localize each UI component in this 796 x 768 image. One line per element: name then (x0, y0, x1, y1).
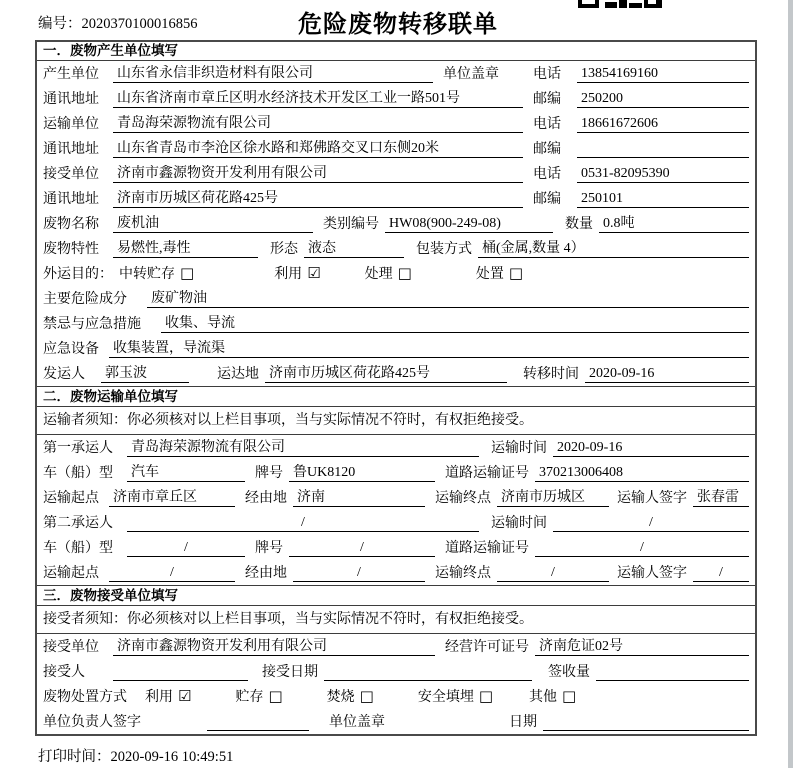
print-time-value: 2020-09-16 10:49:51 (110, 749, 234, 765)
qr-code-fragment-icon (578, 0, 662, 9)
destination-field: 济南市历城区荷花路425号 (265, 365, 507, 383)
disposal-option-utilize (145, 686, 191, 706)
option-label: 中转贮存 (119, 267, 175, 282)
row-accept-unit (37, 634, 755, 659)
waste-qty-field: 0.8吨 (599, 215, 749, 233)
accept-date-label: 接受日期 (262, 665, 318, 680)
second-carrier-label: 第二承运人 (43, 516, 113, 531)
road-cert-label: 道路运输证号 (445, 466, 529, 481)
acceptor-label: 接受人 (43, 665, 85, 680)
serial-label: 编号： (38, 16, 82, 32)
row-hazard-component (37, 286, 755, 311)
waste-form-label: 形态 (270, 242, 298, 257)
transfer-form-table (35, 40, 757, 736)
row-receiver (37, 161, 755, 186)
producer-label: 产生单位 (43, 67, 99, 82)
disposal-option-landfill (418, 686, 493, 706)
checkbox-icon[interactable]: □ (359, 686, 374, 705)
checkbox-icon[interactable]: □ (562, 686, 577, 705)
row-transporter (37, 111, 755, 136)
date-field (543, 714, 749, 731)
transporter-phone-field: 18661672606 (577, 115, 749, 133)
section3-notice: 接受者须知：你必须核对以上栏目事项，当与实际情况不符时，有权拒绝接受。 (37, 606, 755, 634)
section2-notice: 运输者须知：你必须核对以上栏目事项，当与实际情况不符时，有权拒绝接受。 (37, 407, 755, 435)
route-end-field: 济南市历城区 (497, 489, 609, 507)
row-waste-traits (37, 236, 755, 261)
producer-phone-field: 13854169160 (577, 65, 749, 83)
route-via-field: 济南 (293, 489, 425, 507)
checkbox-icon[interactable]: □ (508, 263, 524, 282)
row-receiver-address (37, 186, 755, 211)
row-dispatch (37, 361, 755, 386)
option-label: 其他 (529, 690, 558, 705)
row-first-carrier (37, 435, 755, 460)
row-second-carrier (37, 510, 755, 535)
option-label: 处置 (475, 267, 504, 282)
producer-address-label: 通讯地址 (43, 92, 99, 107)
option-label: 安全填埋 (417, 690, 474, 705)
license-label: 经营许可证号 (445, 640, 529, 655)
checkbox-icon[interactable]: □ (268, 686, 283, 705)
waste-name-field: 废机油 (113, 215, 313, 233)
route-start-label: 运输起点 (43, 491, 99, 506)
disposal-option-incinerate (327, 686, 374, 706)
row-producer (37, 61, 755, 86)
receiver-phone-label: 电话 (533, 167, 561, 182)
disposal-option-other (529, 686, 576, 706)
purpose-option-treat (365, 263, 412, 283)
vehicle-type2-label: 车（船）型 (43, 541, 113, 556)
route-start-field: 济南市章丘区 (109, 489, 235, 507)
route2-via-label: 经由地 (245, 566, 287, 581)
row-waste-name (37, 211, 755, 236)
hazard-field: 废矿物油 (147, 290, 749, 308)
waste-qty-label: 数量 (565, 217, 593, 232)
waste-name-label: 废物名称 (43, 217, 99, 232)
transfer-time-field: 2020-09-16 (585, 365, 749, 383)
packing-field: 桶(金属,数量 4） (478, 240, 749, 258)
section3-header: 三．废物接受单位填写 (37, 585, 755, 606)
waste-traits-field: 易燃性,毒性 (113, 240, 258, 258)
emergency-label: 禁忌与应急措施 (43, 317, 141, 332)
row-emergency-measures (37, 311, 755, 336)
producer-value-field: 山东省永信非织造材料有限公司 (113, 65, 433, 83)
transport-time2-field: / (553, 514, 749, 532)
transporter-zip-label: 邮编 (533, 142, 561, 157)
waste-traits-label: 废物特性 (43, 242, 99, 257)
receipt-qty-field (596, 664, 749, 681)
purpose-option-transfer-storage (119, 263, 194, 283)
option-label: 利用 (145, 690, 173, 705)
row-producer-address (37, 86, 755, 111)
waste-form-field: 液态 (304, 240, 404, 258)
plate2-field: / (289, 539, 435, 557)
row-transporter-address (37, 136, 755, 161)
route2-start-field: / (109, 564, 235, 582)
waste-category-label: 类别编号 (323, 217, 379, 232)
checkbox-icon[interactable]: □ (397, 263, 412, 282)
receipt-qty-label: 签收量 (548, 665, 590, 680)
row-emergency-equipment (37, 336, 755, 361)
hazard-label: 主要危险成分 (43, 292, 127, 307)
route-end-label: 运输终点 (435, 491, 491, 506)
carrier-sign-field: 张春雷 (693, 489, 749, 507)
section2-header: 二．废物运输单位填写 (37, 386, 755, 407)
road-cert2-label: 道路运输证号 (445, 541, 529, 556)
route2-via-field: / (293, 564, 425, 582)
option-label: 贮存 (235, 690, 264, 705)
destination-label: 运达地 (217, 367, 259, 382)
purpose-option-utilize (274, 263, 320, 283)
transport-time-field: 2020-09-16 (553, 439, 749, 457)
purpose-label: 外运目的： (43, 267, 113, 282)
first-carrier-field: 青岛海荣源物流有限公司 (127, 439, 479, 457)
option-label: 利用 (274, 267, 303, 282)
transporter-value-field: 青岛海荣源物流有限公司 (113, 115, 523, 133)
route2-end-field: / (497, 564, 609, 582)
row-first-route (37, 485, 755, 510)
row-purpose (37, 261, 755, 286)
route-via-label: 经由地 (245, 491, 287, 506)
equipment-label: 应急设备 (43, 342, 99, 357)
date-label: 日期 (509, 715, 537, 730)
producer-zip-field: 250200 (577, 90, 749, 108)
transporter-address-label: 通讯地址 (43, 142, 99, 157)
plate-label: 牌号 (255, 466, 283, 481)
checkbox-icon[interactable]: □ (180, 263, 195, 282)
receiver-address-field: 济南市历城区荷花路425号 (113, 190, 523, 208)
transporter-phone-label: 电话 (533, 117, 561, 132)
license-field: 济南危证02号 (535, 638, 749, 656)
transport-time2-label: 运输时间 (491, 516, 547, 531)
row-acceptor (37, 659, 755, 684)
print-time-label: 打印时间： (38, 749, 111, 765)
row-second-route (37, 560, 755, 585)
receiver-zip-field: 250101 (577, 190, 749, 208)
document-header (0, 0, 796, 40)
print-time-line (38, 745, 796, 766)
producer-address-field: 山东省济南市章丘区明水经济技术开发区工业一路501号 (113, 90, 523, 108)
carrier2-sign-label: 运输人签字 (617, 566, 687, 581)
equipment-field: 收集装置，导流渠 (109, 340, 749, 358)
row-responsible-signature (37, 709, 755, 734)
packing-label: 包装方式 (416, 242, 472, 257)
transporter-address-field: 山东省青岛市李沧区徐水路和郑佛路交叉口东侧20米 (113, 140, 523, 158)
receiver-address-label: 通讯地址 (43, 192, 99, 207)
accept-date-field (324, 664, 532, 681)
row-first-vehicle (37, 460, 755, 485)
receiver-label: 接受单位 (43, 167, 99, 182)
page-title: 危险废物转移联单 (298, 12, 498, 38)
second-carrier-field: / (127, 514, 479, 532)
option-label: 处理 (364, 267, 393, 282)
accept-unit-field: 济南市鑫源物资开发利用有限公司 (113, 638, 435, 656)
receiver-value-field: 济南市鑫源物资开发利用有限公司 (113, 165, 523, 183)
producer-zip-label: 邮编 (533, 92, 561, 107)
checkbox-checked-icon[interactable]: ☑ (178, 686, 192, 705)
vehicle-type-label: 车（船）型 (43, 466, 113, 481)
transporter-zip-field (577, 141, 749, 158)
row-disposal-method (37, 684, 755, 709)
plate-field: 鲁UK8120 (289, 464, 435, 482)
vehicle-type-field: 汽车 (127, 464, 245, 482)
route2-end-label: 运输终点 (435, 566, 491, 581)
acceptor-field (113, 664, 248, 681)
serial-value: 2020370100016856 (81, 16, 198, 32)
road-cert-field: 370213006408 (535, 464, 749, 482)
route2-start-label: 运输起点 (43, 566, 99, 581)
carrier2-sign-field: / (693, 564, 749, 582)
vehicle-type2-field: / (127, 539, 245, 557)
responsible-sign-field (207, 714, 309, 731)
transporter-label: 运输单位 (43, 117, 99, 132)
checkbox-icon[interactable]: □ (478, 686, 494, 705)
carrier-sign-label: 运输人签字 (617, 491, 687, 506)
checkbox-checked-icon[interactable]: ☑ (307, 263, 321, 282)
receiver-zip-label: 邮编 (533, 192, 561, 207)
scrollbar-track[interactable] (788, 0, 793, 768)
receiver-phone-field: 0531-82095390 (577, 165, 749, 183)
disposal-option-storage (235, 686, 282, 706)
plate2-label: 牌号 (255, 541, 283, 556)
dispatcher-label: 发运人 (43, 367, 85, 382)
producer-phone-label: 电话 (533, 67, 561, 82)
row-second-vehicle (37, 535, 755, 560)
emergency-field: 收集、导流 (161, 315, 749, 333)
transport-time-label: 运输时间 (491, 441, 547, 456)
producer-seal-label: 单位盖章 (443, 67, 499, 82)
option-label: 焚烧 (326, 690, 355, 705)
responsible-sign-label: 单位负责人签字 (43, 715, 141, 730)
transfer-time-label: 转移时间 (523, 367, 579, 382)
section1-header: 一．废物产生单位填写 (37, 42, 755, 61)
first-carrier-label: 第一承运人 (43, 441, 113, 456)
disposal-label: 废物处置方式 (43, 690, 127, 705)
road-cert2-field: / (535, 539, 749, 557)
purpose-option-dispose (476, 263, 523, 283)
dispatcher-field: 郭玉波 (101, 365, 189, 383)
unit-seal-label: 单位盖章 (329, 715, 385, 730)
accept-unit-label: 接受单位 (43, 640, 99, 655)
waste-category-field: HW08(900-249-08) (385, 215, 553, 233)
